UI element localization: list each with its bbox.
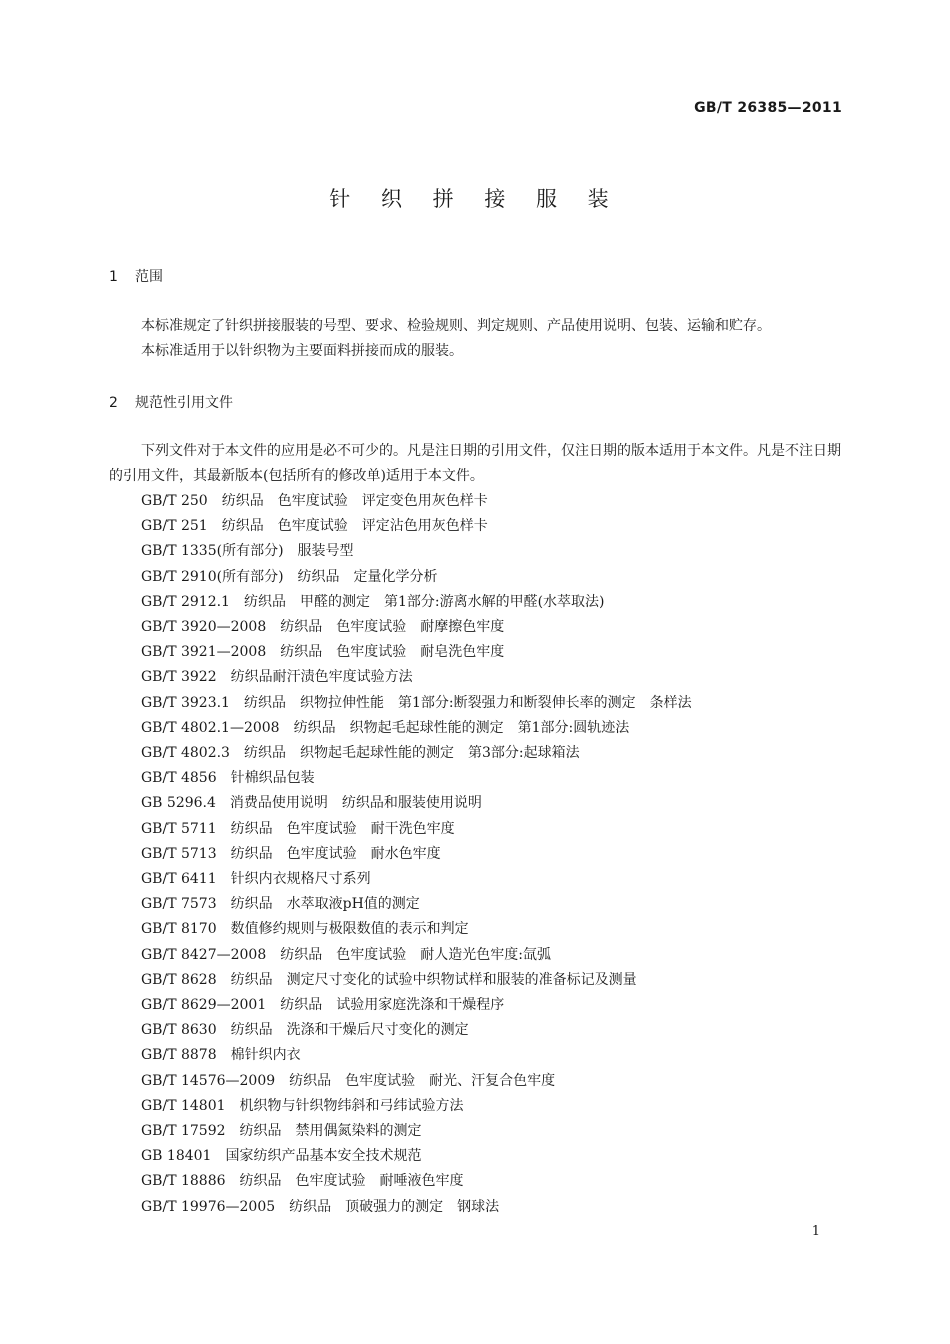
references-intro [109, 439, 843, 489]
reference-item: GB/T 5713 纺织品 色牢度试验 耐水色牢度 [141, 845, 441, 862]
reference-item: GB/T 14576—2009 纺织品 色牢度试验 耐光、汗复合色牢度 [141, 1072, 556, 1089]
section-heading-scope [109, 266, 163, 286]
reference-item: GB 18401 国家纺织产品基本安全技术规范 [141, 1148, 422, 1165]
section-number: 1 [109, 269, 118, 285]
reference-item: GB/T 2912.1 纺织品 甲醛的测定 第1部分:游离水解的甲醛(水萃取法) [141, 593, 605, 610]
standard-code: GB/T 26385—2011 [694, 100, 842, 116]
reference-item: GB/T 4802.1—2008 纺织品 织物起毛起球性能的测定 第1部分:圆轨迹法 [141, 719, 630, 736]
reference-item: GB/T 251 纺织品 色牢度试验 评定沾色用灰色样卡 [141, 518, 488, 535]
paragraph: 下列文件对于本文件的应用是必不可少的。凡是注日期的引用文件，仅注日期的版本适用于本文件。凡是不注日期的引用文件，其最新版本(包括所有的修改单)适用于本文件。 [109, 443, 841, 484]
scope-body [109, 314, 843, 364]
reference-item: GB/T 3920—2008 纺织品 色牢度试验 耐摩擦色牢度 [141, 619, 505, 636]
reference-item: GB/T 8630 纺织品 洗涤和干燥后尺寸变化的测定 [141, 1022, 469, 1039]
page-number: 1 [811, 1224, 820, 1239]
section-number: 2 [109, 395, 118, 411]
reference-item: GB/T 14801 机织物与针织物纬斜和弓纬试验方法 [141, 1097, 464, 1114]
reference-item: GB/T 5711 纺织品 色牢度试验 耐干洗色牢度 [141, 820, 455, 837]
reference-item: GB/T 7573 纺织品 水萃取液pH值的测定 [141, 896, 420, 913]
reference-item: GB/T 4856 针棉织品包装 [141, 770, 315, 787]
paragraph: 本标准适用于以针织物为主要面料拼接而成的服装。 [141, 343, 463, 359]
section-title: 规范性引用文件 [135, 395, 233, 411]
reference-item: GB/T 1335(所有部分) 服装号型 [141, 543, 354, 560]
section-title: 范围 [135, 269, 163, 285]
reference-item: GB/T 18886 纺织品 色牢度试验 耐唾液色牢度 [141, 1173, 464, 1190]
reference-item: GB/T 17592 纺织品 禁用偶氮染料的测定 [141, 1123, 422, 1140]
paragraph: 本标准规定了针织拼接服装的号型、要求、检验规则、判定规则、产品使用说明、包装、运输和贮存。 [141, 318, 771, 334]
reference-item: GB/T 2910(所有部分) 纺织品 定量化学分析 [141, 568, 438, 585]
reference-item: GB/T 3922 纺织品耐汗渍色牢度试验方法 [141, 669, 413, 686]
document-title: 针 织 拼 接 服 装 [329, 187, 621, 211]
reference-item: GB/T 8427—2008 纺织品 色牢度试验 耐人造光色牢度:氙弧 [141, 946, 551, 963]
reference-item: GB/T 8629—2001 纺织品 试验用家庭洗涤和干燥程序 [141, 997, 505, 1014]
reference-item: GB/T 6411 针织内衣规格尺寸系列 [141, 871, 371, 888]
reference-item: GB/T 19976—2005 纺织品 顶破强力的测定 钢球法 [141, 1198, 500, 1215]
section-heading-normative-references [109, 392, 233, 412]
reference-item: GB/T 8628 纺织品 测定尺寸变化的试验中织物试样和服装的准备标记及测量 [141, 971, 637, 988]
reference-item: GB 5296.4 消费品使用说明 纺织品和服装使用说明 [141, 795, 482, 812]
reference-item: GB/T 250 纺织品 色牢度试验 评定变色用灰色样卡 [141, 493, 488, 509]
reference-item: GB/T 4802.3 纺织品 织物起毛起球性能的测定 第3部分:起球箱法 [141, 745, 580, 762]
reference-list [141, 489, 692, 1220]
reference-item: GB/T 8170 数值修约规则与极限数值的表示和判定 [141, 921, 469, 938]
reference-item: GB/T 3923.1 纺织品 织物拉伸性能 第1部分:断裂强力和断裂伸长率的测定 条样法 [141, 694, 692, 711]
reference-item: GB/T 8878 棉针织内衣 [141, 1047, 301, 1064]
reference-item: GB/T 3921—2008 纺织品 色牢度试验 耐皂洗色牢度 [141, 644, 505, 661]
